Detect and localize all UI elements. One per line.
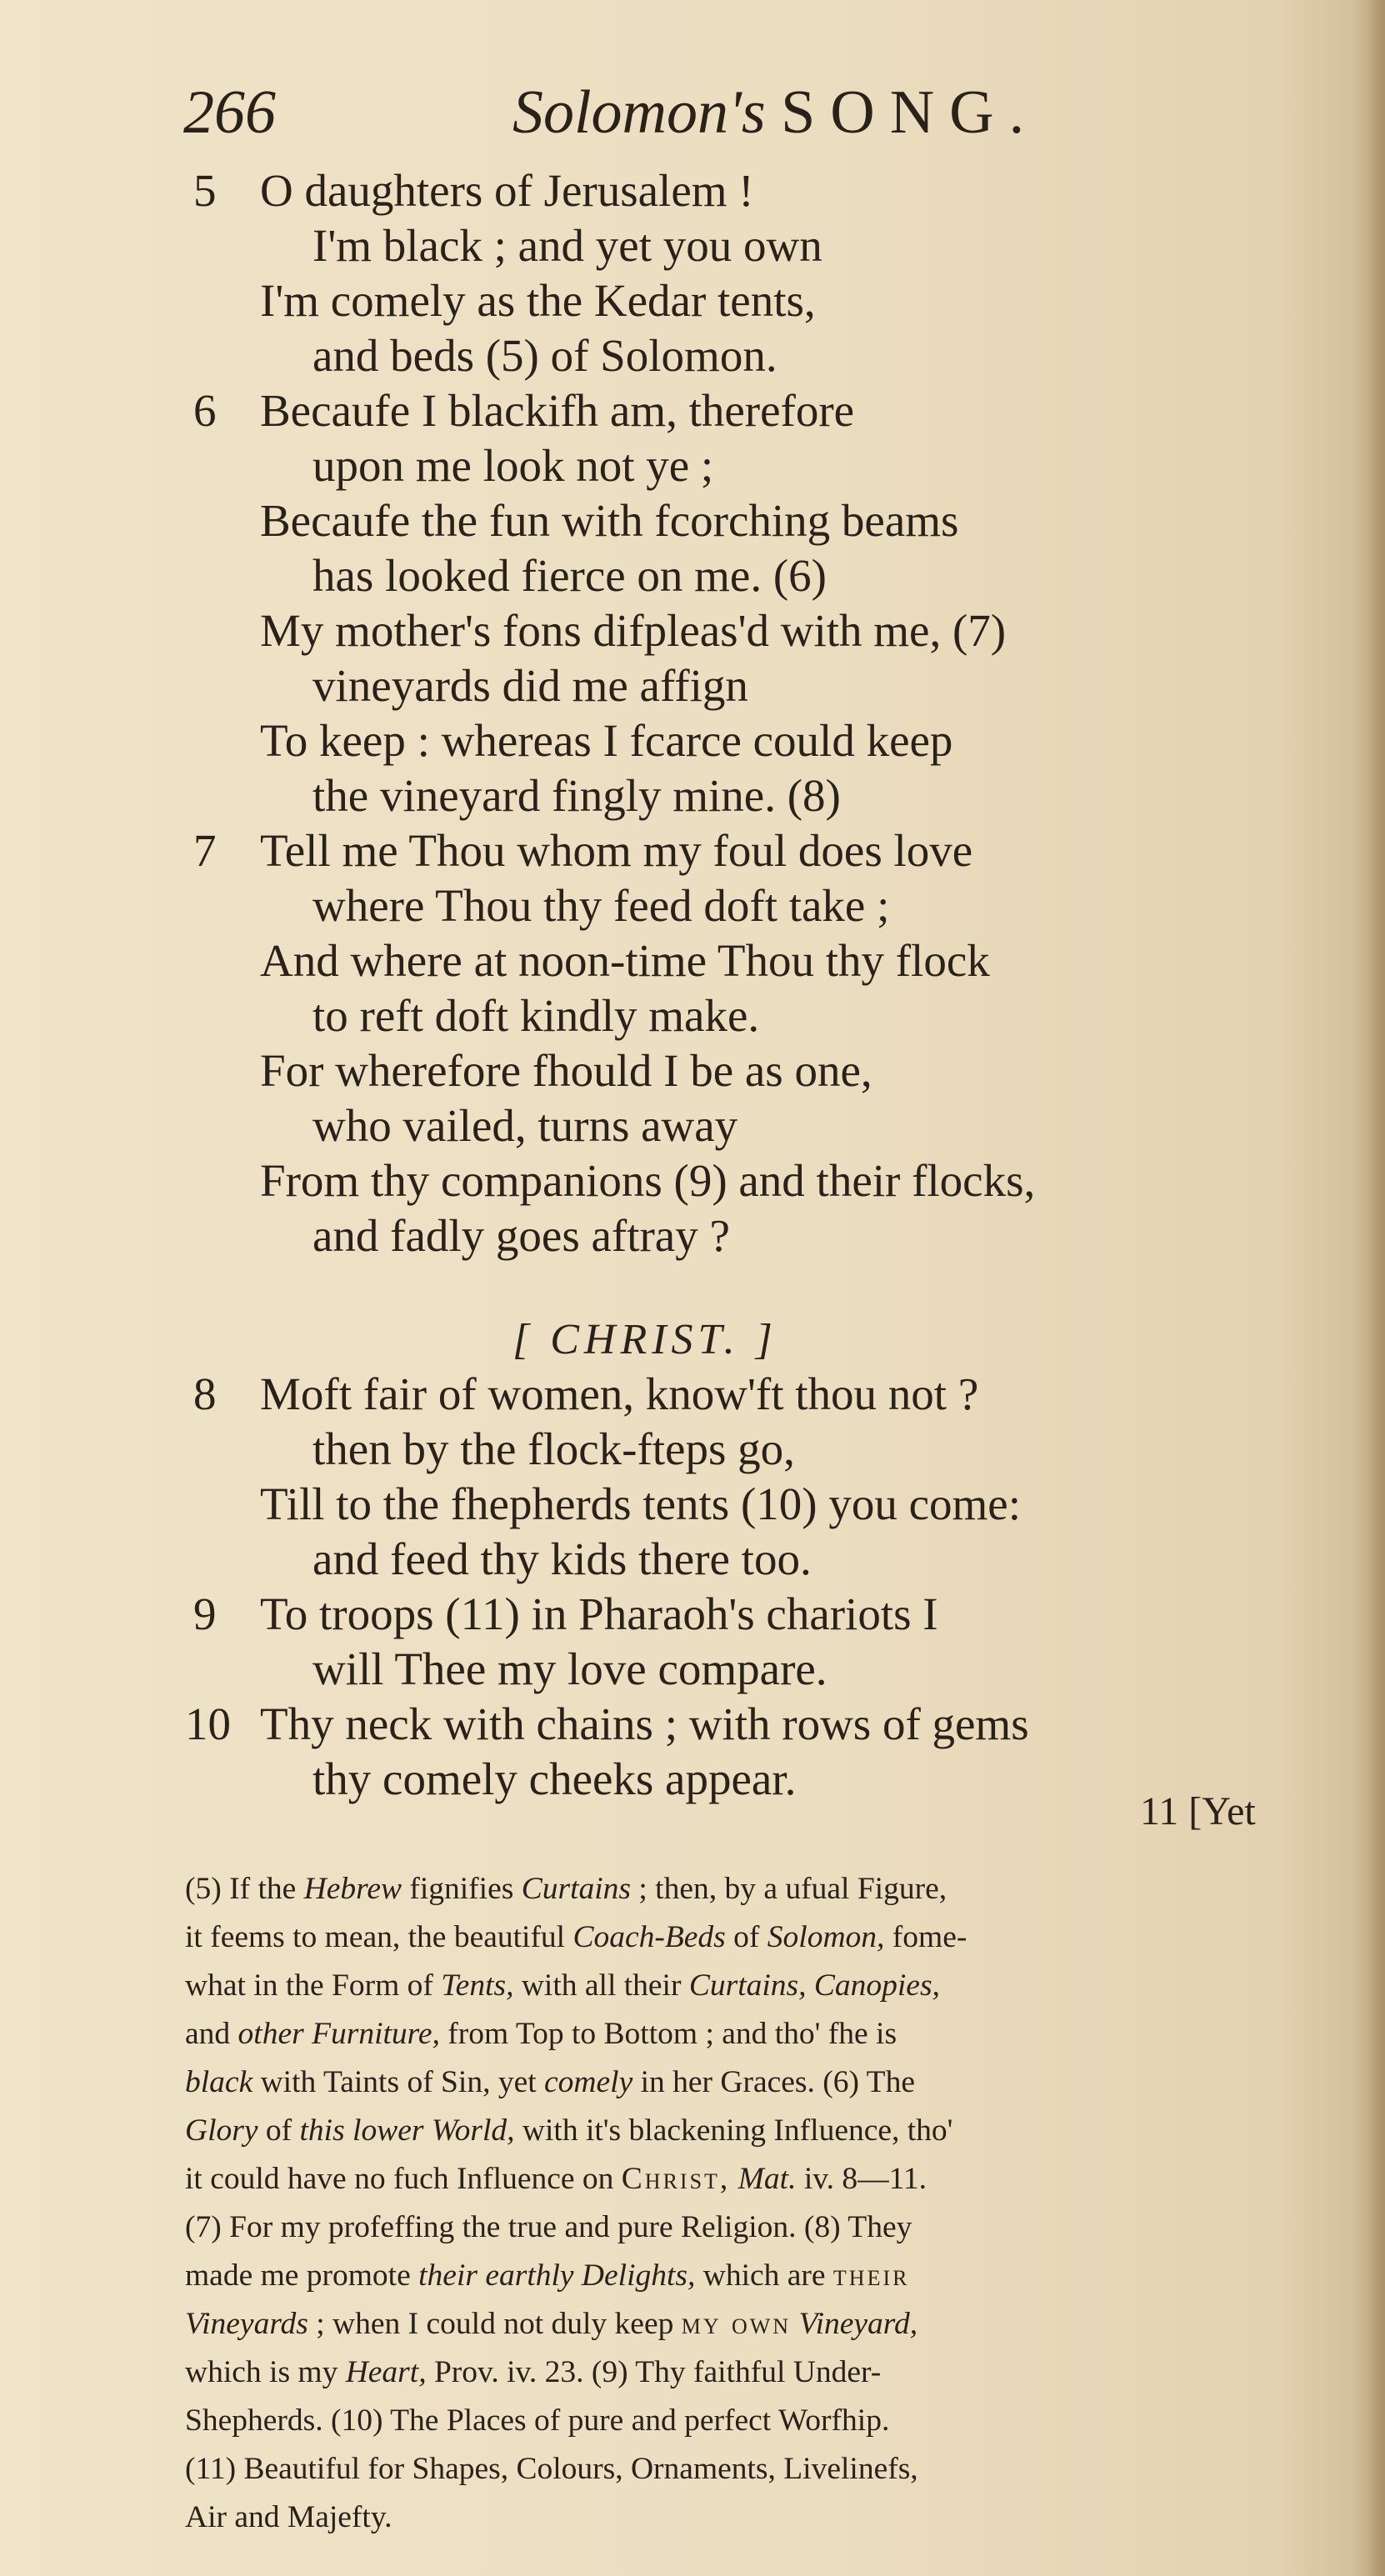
footnote-line: (7) For my profeffing the true and pure Religion. (8) They (185, 2210, 912, 2244)
verse-line: My mother's fons difpleas'd with me, (7) (260, 605, 1007, 656)
verse-line: Thy neck with chains ; with rows of gems (260, 1698, 1029, 1749)
footnote-line: Vineyards ; when I could not duly keep my own Vineyard, (185, 2307, 918, 2341)
verse-line: Tell me Thou whom my foul does love (260, 825, 973, 876)
verse-number: 7 (193, 825, 217, 876)
catchword: 11 [Yet (1140, 1789, 1256, 1833)
footnote-line: and other Furniture, from Top to Bottom ; and tho' fhe is (185, 2017, 898, 2051)
verse-line: Moft fair of women, know'ft thou not ? (260, 1368, 979, 1419)
verse-line: has looked fierce on me. (6) (312, 550, 827, 601)
verse-line: Becaufe the fun with fcorching beams (260, 495, 959, 546)
footnote-line: made me promote their earthly Delights, which are their (185, 2258, 910, 2293)
verse-number: 8 (193, 1368, 217, 1419)
verse-number: 5 (193, 165, 217, 216)
running-title-italic: Solomon's (512, 78, 766, 147)
page-edge-shadow (1352, 0, 1385, 2576)
footnote-line: which is my Heart, Prov. iv. 23. (9) Thy faithful Under- (185, 2355, 882, 2389)
running-title (512, 71, 1039, 154)
verse-line: and fadly goes aftray ? (312, 1210, 730, 1261)
verse-line: To keep : whereas I fcarce could keep (260, 715, 953, 766)
footnote-line: (11) Beautiful for Shapes, Colours, Ornaments, Livelinefs, (185, 2452, 918, 2486)
verse-line: thy comely cheeks appear. (312, 1753, 797, 1804)
footnote-line: black with Taints of Sin, yet comely in her Graces. (6) The (185, 2065, 915, 2099)
verse-line: And where at noon-time Thou thy flock (260, 935, 990, 986)
verse-line: I'm comely as the Kedar tents, (260, 275, 816, 326)
footnote-line: it could have no fuch Influence on Christ, Mat. iv. 8—11. (185, 2162, 928, 2196)
verse-number: 6 (193, 385, 217, 436)
page-number: 266 (183, 78, 276, 147)
verse-line: For wherefore fhould I be as one, (260, 1045, 872, 1096)
footnote-line: (5) If the Hebrew fignifies Curtains ; then, by a ufual Figure, (185, 1872, 948, 1906)
footnote-line: it feems to mean, the beautiful Coach-Beds of Solomon, fome- (185, 1920, 968, 1954)
verse-line: upon me look not ye ; (312, 440, 714, 491)
verse-line: From thy companions (9) and their flocks, (260, 1155, 1036, 1206)
verse-number: 10 (185, 1698, 231, 1749)
verse-number: 9 (193, 1588, 217, 1639)
speaker-heading: [ CHRIST. ] (512, 1316, 778, 1363)
footnote-line: Shepherds. (10) The Places of pure and perfect Worfhip. (185, 2403, 890, 2438)
verse-line: O daughters of Jerusalem ! (260, 165, 754, 216)
verse-line: Becaufe I blackifh am, therefore (260, 385, 855, 436)
verse-line: To troops (11) in Pharaoh's chariots I (260, 1588, 938, 1639)
verse-line: and beds (5) of Solomon. (312, 330, 778, 381)
verse-line: the vineyard fingly mine. (8) (312, 770, 841, 821)
verse-line: Till to the fhepherds tents (10) you come: (260, 1478, 1021, 1529)
running-head (183, 71, 1142, 154)
verse-line: will Thee my love compare. (312, 1643, 828, 1694)
verse-line: where Thou thy feed doft take ; (312, 880, 890, 931)
verse-line: who vailed, turns away (312, 1100, 738, 1151)
running-title-caps: SONG. (781, 78, 1040, 147)
footnote-line: Glory of this lower World, with it's blackening Influence, tho' (185, 2113, 953, 2148)
footnote-line: what in the Form of Tents, with all their Curtains, Canopies, (185, 1968, 940, 2003)
verse-line: vineyards did me affign (312, 660, 748, 711)
footnote-line: Air and Majefty. (185, 2500, 392, 2534)
verse-line: then by the flock-fteps go, (312, 1423, 795, 1474)
verse-line: and feed thy kids there too. (312, 1533, 812, 1584)
verse-line: to reft doft kindly make. (312, 990, 760, 1041)
verse-line: I'm black ; and yet you own (312, 220, 822, 271)
